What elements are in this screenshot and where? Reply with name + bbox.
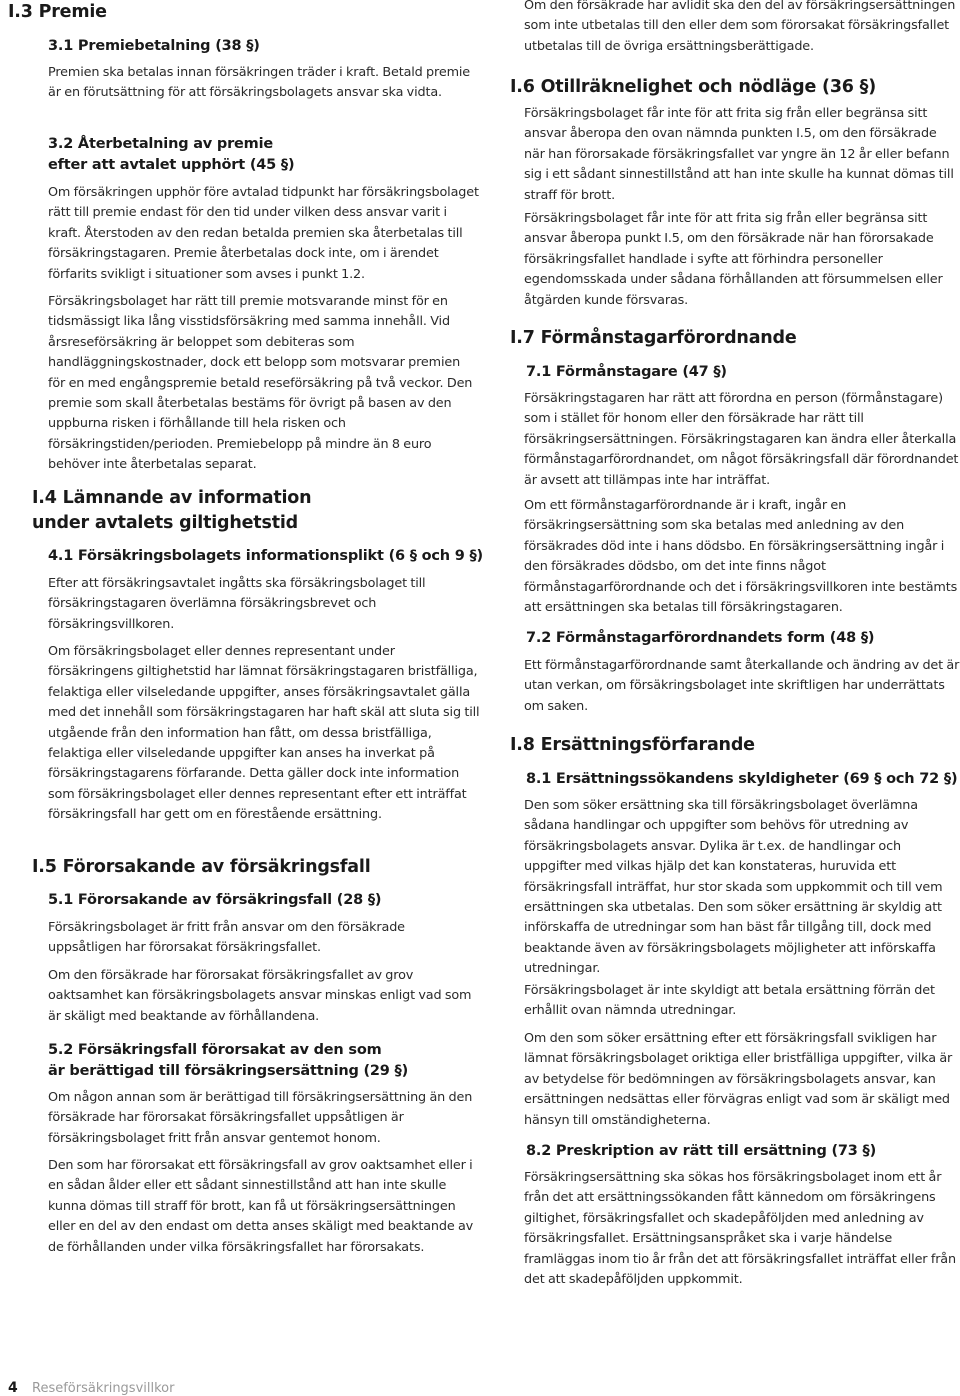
paragraph: Premien ska betalas innan försäkringen träder i kraft. Betald premie är en förutsättning för att försäkringsbolagets ansvar ska vidta. bbox=[48, 65, 471, 101]
paragraph: Om försäkringsbolaget eller dennes representant under försäkringens giltighetstid har lämnat försäkringstagaren bristfälliga, felaktiga eller vilseledande uppgifter, anses försäkringsavtalet gälla med det innehåll som försäkringstagaren har haft skäl att sluta sig till utgående från den information han fått, om dessa bristfälliga, felaktiga eller vilseledande uppgifter kan anses ha inverkat på försäkringstagarens förfarande. Detta gäller dock inte information som försäkringsbolaget eller dennes representant efter ett inträffat försäkringsfall har gett om en förestående ersättning. bbox=[48, 644, 480, 823]
subsection-heading: 5.2 Försäkringsfall förorsakat av den som bbox=[48, 1042, 382, 1058]
section-heading-cont: under avtalets giltighetstid bbox=[32, 513, 298, 533]
paragraph: Försäkringstagaren har rätt att förordna en person (förmånstagare) som i stället för honom eller den försäkrade har rätt till försäkringsersättningen. Försäkringstagaren kan ändra eller återkalla förmånstagarförordnandet, om något försäkringsfall där förordnandet är avsett att tillämpas inte har inträffat. bbox=[524, 391, 959, 488]
subsection-heading-cont: efter att avtalet upphört (45 §) bbox=[48, 157, 295, 173]
section-heading: I.3 Premie bbox=[8, 2, 107, 22]
paragraph: Försäkringsersättning ska sökas hos försäkringsbolaget inom ett år från det att ersättningssökanden fått kännedom om försäkringens giltighet, försäkringsfallet och skadepåföljden med anledning av försäkringsfallet. Ersättningsanspråket ska i varje händelse framläggas inom tio år från det att försäkringsfallet inträffat eller från det att skadepåföljden uppkommit. bbox=[524, 1170, 956, 1288]
paragraph: Försäkringsbolaget är inte skyldigt att betala ersättning förrän det erhållit ovan nämnda utredningar. bbox=[524, 983, 935, 1019]
subsection-heading-cont: är berättigad till försäkringsersättning (29 §) bbox=[48, 1063, 409, 1079]
page-number: 4 bbox=[8, 1380, 18, 1396]
subsection-heading: 7.1 Förmånstagare (47 §) bbox=[526, 364, 727, 380]
paragraph: Om den som söker ersättning efter ett försäkringsfall svikligen har lämnat försäkringsbolaget oriktiga eller bristfälliga uppgifter, vilka är av betydelse för bedömningen av försäkringsbolagets ansvar, kan ersättningen nedsättas eller förvägras enligt vad som är skäligt med hänsyn till omständigheterna. bbox=[524, 1031, 953, 1128]
paragraph: Försäkringsbolaget har rätt till premie motsvarande minst för en tidsmässigt lika lång visstidsförsäkring med samma innehåll. Vid årsreseförsäkring är beloppet som debiteras som handläggningskostnader, dock ett belopp som motsvarar premien för en med engångspremie betald reseförsäkring på två veckor. Den premie som skall återbetalas bestäms för övrigt på basen av den uppburna risken i förhållande till hela risken och försäkringstiden/perioden. Premiebelopp på mindre än 8 euro behöver inte återbetalas separat. bbox=[48, 294, 473, 473]
paragraph: Försäkringsbolaget är fritt från ansvar om den försäkrade uppsåtligen har förorsakat försäkringsfallet. bbox=[48, 920, 405, 956]
paragraph: Den som söker ersättning ska till försäkringsbolaget överlämna sådana handlingar och uppgifter som behövs för utredning av försäkringsbolagets ansvar. Dylika är t.ex. de handlingar och uppgifter med vilkas hjälp det kan konstateras, huruvida ett försäkringsfall inträffat, hur stor skada som uppkommit och till vem ersättningen ska utbetalas. Den som söker ersättning är skyldig att införskaffa de utredningar som han bäst får tillgång till, dock med beaktande även av försäkringsbolagets möjligheter att införskaffa utredningar. bbox=[524, 798, 943, 977]
subsection-heading: 3.2 Återbetalning av premie bbox=[48, 136, 273, 152]
paragraph: Den som har förorsakat ett försäkringsfall av grov oaktsamhet eller i en sådan ålder eller ett sådant sinnestillstånd att han inte skulle kunna dömas till straff för brott, kan få ut försäkringsersättningen eller en del av den endast om detta anses skäligt med beaktande av de förhållanden under vilka försäkringsfallet har förorsakats. bbox=[48, 1158, 474, 1255]
paragraph: Efter att försäkringsavtalet ingåtts ska försäkringsbolaget till försäkringstagaren överlämna försäkringsbrevet och försäkringsvillkoren. bbox=[48, 576, 426, 632]
paragraph: Försäkringsbolaget får inte för att frita sig från eller begränsa sitt ansvar åberopa den ovan nämnda punkten I.5, om den försäkrade när han förorsakade försäkringsfallet var yngre än 12 år eller befann sig i ett sådant sinnestillstånd att han inte skulle ha kunnat dömas till straff för brott. bbox=[524, 106, 954, 203]
section-heading: I.6 Otillräknelighet och nödläge (36 §) bbox=[510, 77, 877, 97]
paragraph: Försäkringsbolaget får inte för att frita sig från eller begränsa sitt ansvar åberopa punkt I.5, om den försäkrade när han förorsakade försäkringsfallet handlade i syfte att förhindra personeller egendomsskada under sådana förhållanden att försummelsen eller åtgärden kunde försvaras. bbox=[524, 211, 943, 308]
subsection-heading: 8.2 Preskription av rätt till ersättning (73 §) bbox=[526, 1143, 877, 1159]
section-heading: I.4 Lämnande av information bbox=[32, 488, 312, 508]
subsection-heading: 8.1 Ersättningssökandens skyldigheter (69 § och 72 §) bbox=[526, 771, 958, 787]
subsection-heading: 4.1 Försäkringsbolagets informationsplikt (6 § och 9 §) bbox=[48, 548, 483, 564]
section-heading: I.7 Förmånstagarförordnande bbox=[510, 328, 797, 348]
subsection-heading: 5.1 Förorsakande av försäkringsfall (28 §) bbox=[48, 892, 382, 908]
paragraph: Om någon annan som är berättigad till försäkringsersättning än den försäkrade har förorsakat försäkringsfallet uppsåtligen är försäkringsbolaget fritt från ansvar gentemot honom. bbox=[48, 1090, 473, 1146]
section-heading: I.5 Förorsakande av försäkringsfall bbox=[32, 857, 371, 877]
paragraph: Ett förmånstagarförordnande samt återkallande och ändring av det är utan verkan, om försäkringsbolaget inte skriftligen har underrättats om saken. bbox=[524, 658, 960, 714]
section-heading: I.8 Ersättningsförfarande bbox=[510, 735, 755, 755]
subsection-heading: 7.2 Förmånstagarförordnandets form (48 §) bbox=[526, 630, 875, 646]
subsection-heading: 3.1 Premiebetalning (38 §) bbox=[48, 38, 260, 54]
paragraph: Om den försäkrade har avlidit ska den del av försäkringsersättningen som inte utbetalas till den eller dem som förorsakat försäkringsfallet utbetalas till de övriga ersättningsberättigade. bbox=[524, 0, 956, 54]
paragraph: Om den försäkrade har förorsakat försäkringsfallet av grov oaktsamhet kan försäkringsbolagets ansvar minskas enligt vad som är skäligt med beaktande av förhållandena. bbox=[48, 968, 472, 1024]
paragraph: Om försäkringen upphör före avtalad tidpunkt har försäkringsbolaget rätt till premie endast för den tid under vilken dess ansvar varit i kraft. Återstoden av den redan betalda premien ska återbetalas till försäkringstagaren. Premie återbetalas dock inte, om i ärendet förfarits svikligt i situationer som avses i punkt 1.2. bbox=[48, 185, 479, 282]
paragraph: Om ett förmånstagarförordnande är i kraft, ingår en försäkringsersättning som ska betalas med anledning av den försäkrades död inte i hans dödsbo. En försäkringsersättning ingår i den försäkrades dödsbo, om det inte finns något förmånstagarförordnande och det i försäkringsvillkoren inte bestämts att ersättningen ska betalas till försäkringstagaren. bbox=[524, 498, 958, 616]
footer-document-title: Reseförsäkringsvillkor bbox=[32, 1381, 175, 1396]
